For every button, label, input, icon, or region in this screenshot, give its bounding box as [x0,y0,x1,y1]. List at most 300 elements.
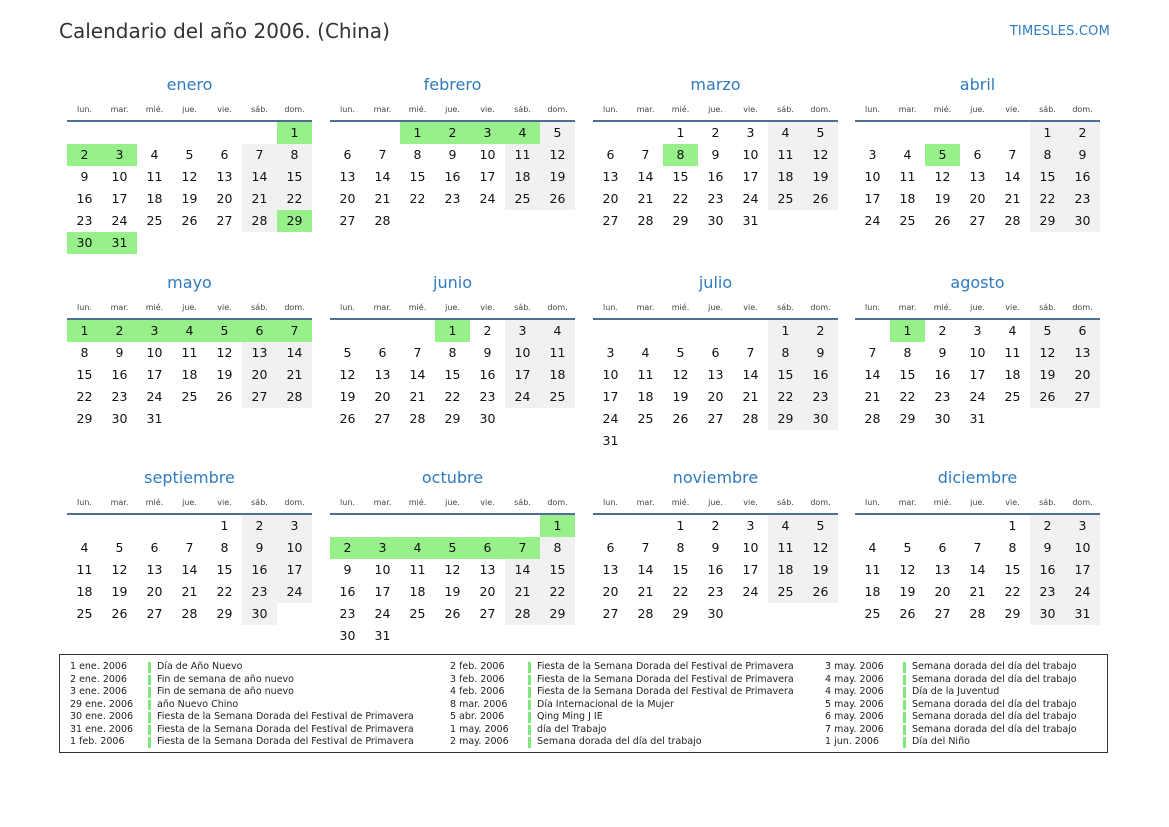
day-cell: 2 [711,518,720,533]
weekday-label: mar. [373,498,392,507]
holiday-day-cell: 7 [277,320,312,342]
day-cell: 22 [444,389,461,404]
day-cell: 26 [934,213,951,228]
holiday-name: Fiesta de la Semana Dorada del Festival de Primavera [157,711,414,722]
day-cell: 25 [768,188,803,210]
month-title: enero [166,75,213,94]
day-cell: 29 [1030,210,1065,232]
day-cell: 17 [277,559,312,581]
month-agosto [855,271,1100,430]
empty-cell [400,320,435,342]
day-cell: 22 [76,389,93,404]
holiday-name: Día de Año Nuevo [157,661,243,672]
empty-cell [330,515,365,537]
day-cell: 18 [146,191,163,206]
day-cell: 22 [216,584,233,599]
day-cell: 26 [216,389,233,404]
holiday-marker [148,700,151,711]
holiday-marker [528,662,531,673]
empty-cell [365,122,400,144]
legend-row [815,674,1077,687]
day-cell: 29 [216,606,233,621]
day-cell: 23 [707,191,724,206]
holiday-date: 3 may. 2006 [825,661,884,672]
day-cell: 20 [707,389,724,404]
weekday-label: jue. [708,303,723,312]
day-cell: 2 [242,515,277,537]
legend-row [440,711,794,724]
empty-cell [137,515,172,537]
weekday-header [593,101,838,119]
legend-row [815,661,1077,674]
empty-cell [593,320,628,342]
day-cell: 23 [803,386,838,408]
day-cell: 27 [339,213,356,228]
day-cell: 13 [602,562,619,577]
weekday-label: jue. [708,105,723,114]
empty-cell [67,122,102,144]
holiday-date: 2 feb. 2006 [450,661,505,672]
day-cell: 13 [339,169,356,184]
day-cell: 23 [1065,188,1100,210]
day-cell: 23 [1030,581,1065,603]
weekday-header [330,101,575,119]
day-cell: 28 [637,213,654,228]
weekday-label: lun. [603,498,618,507]
day-cell: 5 [540,122,575,144]
legend-row [440,686,794,699]
day-cell: 6 [220,147,229,162]
weekday-label: dom. [547,105,568,114]
weekday-label: mar. [636,303,655,312]
day-cell: 7 [1008,147,1017,162]
day-cell: 25 [899,213,916,228]
day-cell: 4 [903,147,912,162]
day-cell: 19 [934,191,951,206]
day-cell: 11 [637,367,654,382]
day-cell: 2 [803,320,838,342]
day-cell: 29 [899,411,916,426]
holiday-name: día del Trabajo [537,723,607,735]
day-cell: 27 [242,386,277,408]
day-cell: 18 [540,364,575,386]
day-cell: 7 [641,540,650,555]
day-cell: 26 [1030,386,1065,408]
day-cell: 22 [672,584,689,599]
day-cell: 14 [969,562,986,577]
holiday-date: 3 feb. 2006 [450,673,505,685]
holiday-date: 31 ene. 2006 [70,723,134,735]
day-cell: 28 [864,411,881,426]
day-cell: 16 [111,367,128,382]
weekday-label: mié. [933,303,952,312]
day-cell: 8 [540,537,575,559]
day-cell: 16 [444,169,461,184]
day-cell: 23 [111,389,128,404]
day-cell: 25 [409,606,426,621]
day-cell: 6 [606,147,615,162]
day-cell: 2 [711,125,720,140]
day-cell: 3 [746,125,755,140]
day-cell: 11 [409,562,426,577]
day-cell: 26 [672,411,689,426]
day-cell: 21 [409,389,426,404]
holiday-day-cell: 1 [435,320,470,342]
holiday-name: Semana dorada del día del trabajo [912,673,1077,685]
day-cell: 27 [146,606,163,621]
holiday-marker [528,675,531,686]
weekday-label: mié. [408,303,427,312]
day-cell: 13 [602,169,619,184]
day-cell: 15 [672,562,689,577]
day-cell: 1 [1008,518,1017,533]
holiday-marker [903,737,906,748]
empty-cell [365,320,400,342]
day-cell: 28 [181,606,198,621]
day-cell: 17 [969,367,986,382]
holiday-date: 5 abr. 2006 [450,711,505,722]
day-cell: 31 [374,628,391,643]
day-cell: 3 [746,518,755,533]
day-cell: 19 [803,166,838,188]
day-cell: 16 [934,367,951,382]
day-cell: 30 [934,411,951,426]
day-cell: 23 [479,389,496,404]
holiday-name: Fin de semana de año nuevo [157,686,294,697]
day-cell: 19 [899,584,916,599]
day-cell: 15 [76,367,93,382]
day-cell: 11 [768,144,803,166]
day-cell: 20 [479,584,496,599]
holiday-date: 2 ene. 2006 [70,673,127,685]
holiday-date: 8 mar. 2006 [450,698,508,710]
day-cell: 18 [899,191,916,206]
holiday-name: Semana dorada del día del trabajo [912,711,1077,722]
day-cell: 23 [707,584,724,599]
day-cell: 13 [242,342,277,364]
day-cell: 12 [672,367,689,382]
day-cell: 6 [711,345,720,360]
holiday-date: 4 may. 2006 [825,686,884,697]
weekday-label: vie. [217,303,232,312]
day-cell: 16 [76,191,93,206]
day-cell: 27 [1065,386,1100,408]
day-cell: 25 [76,606,93,621]
weekday-label: jue. [182,105,197,114]
day-cell: 26 [444,606,461,621]
day-cell: 29 [1004,606,1021,621]
weekday-label: vie. [480,498,495,507]
day-cell: 12 [216,345,233,360]
holiday-day-cell: 4 [400,537,435,559]
empty-cell [172,515,207,537]
weekday-label: jue. [445,105,460,114]
day-cell: 17 [505,364,540,386]
day-cell: 26 [540,188,575,210]
weekday-header [593,494,838,512]
empty-cell [890,515,925,537]
day-cell: 29 [444,411,461,426]
month-title: octubre [421,468,484,487]
day-cell: 26 [899,606,916,621]
day-cell: 24 [1065,581,1100,603]
weekday-label: mar. [898,105,917,114]
weekday-label: mar. [636,498,655,507]
day-cell: 18 [505,166,540,188]
day-cell: 22 [672,191,689,206]
day-cell: 8 [676,540,685,555]
holiday-day-cell: 8 [663,144,698,166]
day-cell: 29 [76,411,93,426]
holiday-name: Fin de semana de año nuevo [157,673,294,685]
day-cell: 3 [1065,515,1100,537]
day-cell: 23 [934,389,951,404]
weekday-label: lun. [865,498,880,507]
day-cell: 19 [339,389,356,404]
holiday-date: 4 feb. 2006 [450,686,505,697]
weekday-label: sáb. [251,105,268,114]
day-cell: 7 [242,144,277,166]
day-cell: 15 [768,364,803,386]
day-cell: 17 [111,191,128,206]
month-title: marzo [690,75,741,94]
weekday-label: mié. [933,105,952,114]
weekday-label: dom. [1072,498,1093,507]
day-cell: 4 [80,540,89,555]
day-cell: 13 [374,367,391,382]
day-cell: 13 [216,169,233,184]
empty-cell [960,122,995,144]
holiday-marker [148,725,151,736]
weekday-label: vie. [1005,498,1020,507]
day-cell: 1 [676,125,685,140]
day-cell: 26 [803,188,838,210]
empty-cell [855,122,890,144]
day-cell: 21 [277,364,312,386]
day-cell: 5 [115,540,124,555]
holiday-marker [148,737,151,748]
day-cell: 28 [409,411,426,426]
day-cell: 1 [1030,122,1065,144]
day-cell: 27 [934,606,951,621]
day-cell: 27 [969,213,986,228]
day-cell: 15 [899,367,916,382]
holiday-day-cell: 3 [470,122,505,144]
weekday-label: jue. [970,303,985,312]
weekday-label: mar. [636,105,655,114]
day-cell: 5 [185,147,194,162]
day-cell: 28 [242,210,277,232]
page-title: Calendario del año 2006. (China) [59,19,390,43]
holiday-date: 1 may. 2006 [450,723,509,735]
day-grid [67,515,312,625]
legend-row [815,711,1077,724]
day-cell: 20 [969,191,986,206]
holiday-marker [528,700,531,711]
weekday-label: vie. [217,498,232,507]
weekday-label: lun. [77,498,92,507]
day-cell: 12 [803,537,838,559]
day-cell: 15 [277,166,312,188]
legend-row [815,686,1077,699]
day-grid [855,515,1100,625]
day-cell: 8 [80,345,89,360]
empty-cell [890,122,925,144]
day-cell: 20 [216,191,233,206]
weekday-label: vie. [480,303,495,312]
day-cell: 19 [181,191,198,206]
empty-cell [960,515,995,537]
holiday-marker [903,700,906,711]
day-cell: 10 [1065,537,1100,559]
legend-row [440,724,794,737]
day-cell: 17 [146,367,163,382]
day-cell: 15 [444,367,461,382]
holiday-marker [903,712,906,723]
day-cell: 24 [864,213,881,228]
holiday-name: Semana dorada del día del trabajo [537,736,702,747]
day-cell: 21 [864,389,881,404]
month-febrero [330,73,575,232]
legend-row [60,699,414,712]
day-cell: 14 [409,367,426,382]
holiday-day-cell: 1 [890,320,925,342]
holiday-name: Semana dorada del día del trabajo [912,698,1077,710]
day-cell: 12 [899,562,916,577]
day-cell: 11 [146,169,163,184]
empty-cell [925,122,960,144]
day-grid [330,320,575,430]
day-cell: 13 [1065,342,1100,364]
legend-row [60,674,414,687]
legend-row [440,736,794,749]
weekday-label: jue. [182,498,197,507]
day-cell: 12 [444,562,461,577]
day-cell: 10 [374,562,391,577]
empty-cell [67,515,102,537]
holiday-day-cell: 3 [102,144,137,166]
day-cell: 25 [505,188,540,210]
day-cell: 16 [1030,559,1065,581]
holiday-date: 29 ene. 2006 [70,698,134,710]
month-title: febrero [423,75,482,94]
day-cell: 19 [1030,364,1065,386]
weekday-label: dom. [284,105,305,114]
day-cell: 18 [409,584,426,599]
day-cell: 30 [339,628,356,643]
month-title: junio [433,273,472,292]
holiday-day-cell: 3 [137,320,172,342]
day-cell: 24 [111,213,128,228]
legend-column [815,661,1077,749]
day-cell: 16 [1065,166,1100,188]
day-cell: 30 [803,408,838,430]
weekday-label: jue. [708,498,723,507]
day-cell: 21 [242,188,277,210]
holiday-day-cell: 2 [435,122,470,144]
legend-column [60,661,414,749]
day-cell: 16 [339,584,356,599]
day-cell: 16 [479,367,496,382]
day-cell: 30 [479,411,496,426]
day-cell: 21 [742,389,759,404]
day-cell: 21 [374,191,391,206]
day-cell: 1 [220,518,229,533]
holiday-day-cell: 2 [102,320,137,342]
day-cell: 8 [448,345,457,360]
holiday-marker [903,725,906,736]
day-cell: 9 [1030,537,1065,559]
weekday-label: lun. [865,105,880,114]
day-cell: 6 [343,147,352,162]
weekday-header [855,299,1100,317]
weekday-label: dom. [547,303,568,312]
month-septiembre [67,466,312,625]
day-cell: 27 [707,411,724,426]
weekday-label: jue. [970,105,985,114]
brand-link[interactable]: TIMESLES.COM [1009,24,1110,39]
empty-cell [855,515,890,537]
legend-row [60,711,414,724]
empty-cell [207,122,242,144]
day-cell: 24 [742,584,759,599]
holiday-day-cell: 3 [365,537,400,559]
weekday-label: mié. [145,303,164,312]
day-cell: 25 [864,606,881,621]
day-grid [855,122,1100,232]
day-cell: 11 [181,345,198,360]
day-cell: 30 [111,411,128,426]
empty-cell [330,122,365,144]
weekday-header [67,299,312,317]
day-cell: 9 [711,147,720,162]
legend-row [815,736,1077,749]
day-cell: 9 [115,345,124,360]
day-cell: 25 [181,389,198,404]
empty-cell [698,320,733,342]
month-noviembre [593,466,838,625]
day-cell: 9 [483,345,492,360]
holiday-date: 1 feb. 2006 [70,736,125,747]
day-cell: 6 [150,540,159,555]
day-cell: 14 [742,367,759,382]
day-cell: 5 [803,515,838,537]
day-cell: 5 [803,122,838,144]
day-cell: 19 [216,367,233,382]
day-cell: 10 [505,342,540,364]
day-cell: 24 [505,386,540,408]
day-cell: 14 [637,562,654,577]
day-cell: 20 [146,584,163,599]
weekday-label: dom. [284,498,305,507]
holiday-day-cell: 6 [470,537,505,559]
day-cell: 25 [1004,389,1021,404]
day-cell: 28 [1004,213,1021,228]
empty-cell [137,122,172,144]
holiday-day-cell: 29 [277,210,312,232]
day-cell: 20 [242,364,277,386]
holiday-name: año Nuevo Chino [157,698,239,710]
holiday-date: 6 may. 2006 [825,711,884,722]
holiday-date: 2 may. 2006 [450,736,509,747]
day-cell: 11 [76,562,93,577]
weekday-label: vie. [480,105,495,114]
day-cell: 12 [339,367,356,382]
day-cell: 17 [602,389,619,404]
holiday-day-cell: 2 [67,144,102,166]
day-cell: 10 [111,169,128,184]
day-cell: 9 [938,345,947,360]
